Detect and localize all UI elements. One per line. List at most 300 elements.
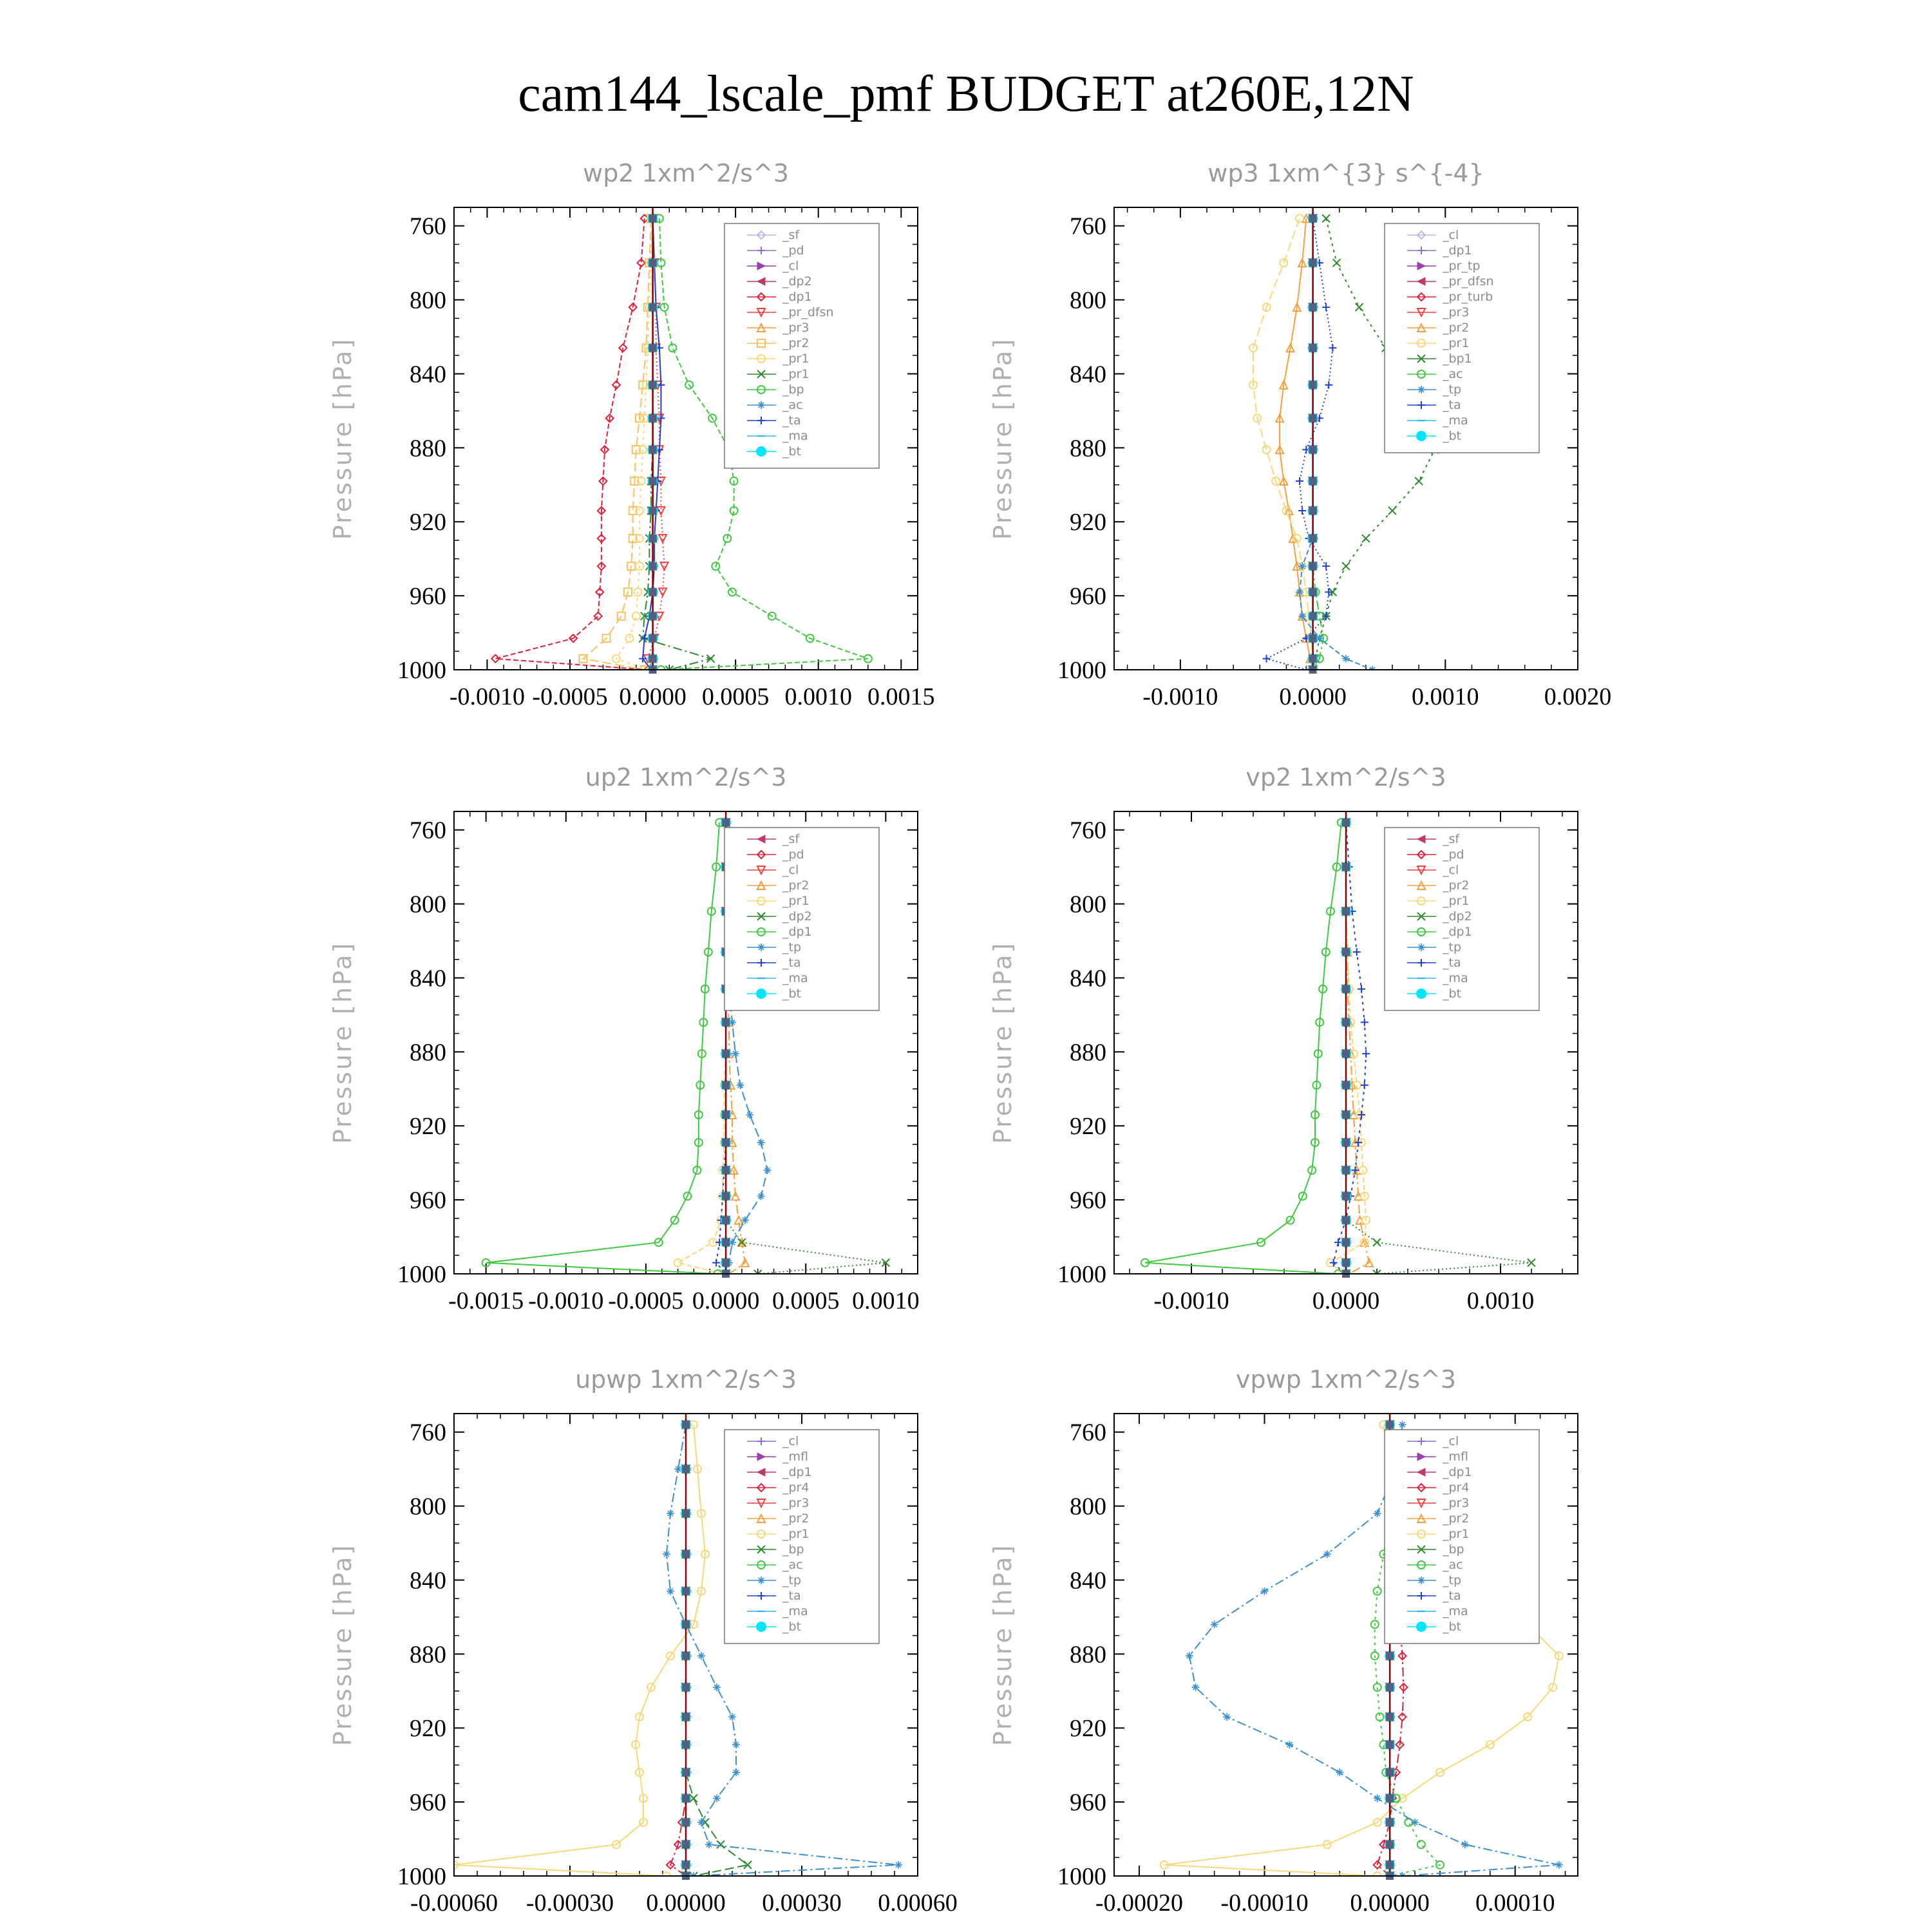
chart-panel [328, 159, 935, 710]
y-tick-label: 840 [1070, 1567, 1106, 1595]
y-tick-label: 760 [1070, 1419, 1106, 1446]
legend-label: _ma [782, 429, 808, 443]
y-tick-label: 880 [1070, 1641, 1106, 1669]
data-point [1285, 1741, 1293, 1748]
legend-label: _pr2 [1443, 321, 1470, 335]
legend-label: _pr3 [782, 321, 810, 335]
zero-marker [1342, 985, 1350, 993]
zero-marker [682, 1713, 690, 1721]
series-line [1300, 218, 1372, 670]
legend-label: _tp [782, 1573, 802, 1587]
zero-marker [1309, 303, 1317, 311]
zero-marker [1342, 1018, 1350, 1026]
zero-marker [1386, 1794, 1394, 1802]
legend-label: _dp2 [1443, 909, 1472, 923]
panel-title: upwp 1xm^2/s^3 [575, 1365, 797, 1394]
data-point [1211, 1620, 1218, 1628]
y-tick-label: 1000 [1057, 657, 1106, 684]
zero-marker [722, 1217, 730, 1224]
legend-label: _sf [1443, 832, 1460, 846]
series-line [495, 218, 648, 670]
x-tick-label: 0.0010 [784, 683, 852, 710]
data-point [713, 1794, 721, 1802]
y-tick-label: 1000 [1057, 1863, 1106, 1890]
legend-label: _tp [1443, 383, 1462, 397]
data-point [732, 1741, 740, 1748]
legend-marker [1416, 1622, 1426, 1632]
zero-marker [722, 819, 730, 826]
panel-title: vp2 1xm^2/s^3 [1245, 763, 1446, 791]
legend-label: _ma [782, 971, 808, 985]
y-tick-label: 1000 [397, 657, 446, 684]
x-tick-label: -0.0010 [528, 1287, 604, 1314]
data-point [1263, 446, 1271, 453]
zero-marker [649, 612, 657, 620]
x-tick-label: -0.0010 [1153, 1287, 1229, 1314]
panel-title: wp3 1xm^{3} s^{-4} [1208, 159, 1484, 187]
legend-label: _pr1 [782, 352, 810, 366]
x-tick-label: 0.0000 [1312, 1287, 1380, 1314]
zero-marker [722, 1139, 730, 1146]
legend-label: _pr2 [782, 1511, 810, 1526]
zero-marker [682, 1861, 690, 1869]
y-tick-label: 920 [1070, 1715, 1106, 1743]
zero-marker [1342, 1050, 1350, 1057]
data-point [697, 1819, 705, 1826]
zero-marker [722, 1050, 730, 1057]
legend [724, 1430, 879, 1643]
y-tick-label: 880 [1070, 1039, 1106, 1066]
data-point [667, 1510, 674, 1517]
zero-marker [1342, 1166, 1350, 1174]
zero-marker [1342, 819, 1350, 826]
legend-label: _pd [1443, 848, 1464, 862]
zero-marker [1386, 1768, 1394, 1776]
legend-label: _cl [782, 863, 799, 877]
data-point [641, 634, 649, 642]
legend [1385, 1430, 1539, 1643]
data-point [1415, 477, 1423, 485]
y-tick-label: 1000 [397, 1863, 446, 1890]
zero-marker [1309, 655, 1317, 663]
zero-marker [649, 259, 657, 267]
legend-label: _dp2 [782, 274, 812, 289]
y-tick-label: 760 [1070, 817, 1106, 844]
x-tick-label: -0.0010 [1142, 683, 1218, 710]
zero-marker [682, 1741, 690, 1748]
data-point [728, 1713, 736, 1721]
legend-label: _pr3 [1443, 1496, 1470, 1510]
series-line [643, 218, 661, 670]
zero-marker [1309, 446, 1317, 453]
zero-marker [1342, 1192, 1350, 1200]
series-line [486, 822, 719, 1274]
legend-label: _dp1 [1443, 925, 1472, 939]
zero-marker [1342, 1238, 1350, 1246]
data-point [1298, 507, 1306, 515]
zero-marker [649, 214, 657, 222]
data-point [1323, 1550, 1331, 1558]
data-point [1361, 1018, 1368, 1026]
zero-marker [722, 1192, 730, 1200]
zero-marker [1386, 1421, 1394, 1428]
data-point [746, 1111, 753, 1119]
series-ac [1309, 214, 1327, 674]
series-line [1145, 822, 1341, 1274]
data-point [1325, 381, 1332, 389]
legend-label: _pr1 [1443, 336, 1470, 350]
x-tick-label: 0.00060 [878, 1889, 958, 1917]
zero-marker [1342, 907, 1350, 915]
legend-label: _pr2 [1443, 1511, 1470, 1526]
data-point [707, 655, 715, 663]
legend-label: _dp1 [1443, 1465, 1472, 1479]
data-point [1330, 1259, 1338, 1267]
zero-marker [649, 562, 657, 570]
data-point [1417, 1841, 1425, 1848]
series-line [583, 218, 651, 670]
legend-label: _cl [1443, 863, 1459, 877]
zero-marker [682, 1683, 690, 1691]
legend [1385, 828, 1539, 1010]
legend-marker [756, 989, 766, 999]
legend-label: _ma [1443, 413, 1468, 428]
legend-label: _tp [782, 940, 802, 954]
legend-label: _ta [782, 1589, 801, 1603]
y-tick-label: 1000 [1057, 1261, 1106, 1288]
zero-marker [1309, 612, 1317, 620]
zero-marker [1342, 863, 1350, 871]
y-tick-label: 800 [410, 1493, 446, 1520]
legend-label: _ta [782, 413, 801, 428]
legend-label: _pr4 [1443, 1481, 1470, 1495]
data-point [663, 1550, 670, 1558]
legend-label: _ac [1443, 367, 1463, 381]
y-axis-label: Pressure [hPa] [328, 337, 357, 540]
legend-label: _bt [782, 1620, 802, 1634]
legend-label: _cl [782, 1434, 799, 1448]
legend-label: _ta [1443, 956, 1461, 970]
x-tick-label: -0.00020 [1095, 1889, 1183, 1917]
legend-marker [1416, 989, 1426, 999]
series-dp1 [482, 819, 723, 1278]
legend [724, 828, 879, 1010]
zero-marker [1309, 477, 1317, 485]
zero-marker [682, 1510, 690, 1517]
zero-marker [722, 1238, 730, 1246]
series-line [1331, 822, 1366, 1274]
legend-label: _pr_dfsn [1443, 274, 1494, 289]
y-tick-label: 920 [1070, 509, 1106, 536]
y-tick-label: 840 [410, 1567, 446, 1595]
x-tick-label: 0.0000 [619, 683, 687, 710]
y-tick-label: 840 [410, 361, 446, 388]
x-tick-label: 0.0010 [852, 1287, 920, 1314]
legend-label: _pr2 [1443, 878, 1470, 893]
zero-marker [722, 1111, 730, 1119]
zero-marker [682, 1768, 690, 1776]
zero-marker [722, 1081, 730, 1089]
legend-label: _pr1 [782, 894, 810, 908]
x-tick-label: 0.0005 [701, 683, 770, 710]
panel-title: up2 1xm^2/s^3 [585, 763, 787, 791]
y-tick-label: 920 [410, 1113, 446, 1141]
series-dp1 [1141, 819, 1345, 1278]
zero-marker [1342, 1139, 1350, 1146]
legend-label: _mfl [782, 1450, 808, 1464]
zero-marker [649, 535, 657, 542]
x-tick-label: 0.00000 [1350, 1889, 1430, 1917]
legend-label: _pr4 [782, 1481, 810, 1495]
zero-marker [1386, 1713, 1394, 1721]
data-point [1263, 655, 1271, 663]
legend-label: _pr2 [782, 878, 810, 893]
zero-marker [682, 1587, 690, 1595]
x-tick-label: -0.00060 [410, 1889, 498, 1917]
data-point [1322, 303, 1330, 311]
legend-label: _dp1 [782, 1465, 812, 1479]
series-dp1 [491, 214, 652, 674]
zero-marker [682, 1794, 690, 1802]
data-point [1322, 214, 1330, 222]
panel-title: wp2 1xm^2/s^3 [583, 159, 789, 187]
legend-label: _ta [782, 956, 801, 970]
data-point [1362, 535, 1370, 542]
x-tick-label: -0.0015 [448, 1287, 524, 1314]
chart-panel [989, 1365, 1578, 1917]
data-point [1333, 259, 1341, 267]
legend-label: _bp [1443, 1542, 1464, 1557]
legend-label: _bt [1443, 1620, 1462, 1634]
legend-label: _ac [782, 398, 803, 412]
zero-marker [1386, 1861, 1394, 1869]
legend-label: _ac [782, 1558, 803, 1572]
y-tick-label: 800 [1070, 891, 1106, 918]
series-line [1253, 218, 1313, 670]
y-axis-label: Pressure [hPa] [989, 337, 1017, 540]
zero-marker [1309, 562, 1317, 570]
zero-marker [1309, 414, 1317, 422]
y-tick-label: 880 [410, 1039, 446, 1066]
legend-label: _cl [782, 259, 799, 273]
data-point [1336, 1768, 1343, 1776]
zero-marker [649, 381, 657, 389]
zero-marker [649, 414, 657, 422]
panel-title: vpwp 1xm^2/s^3 [1235, 1365, 1457, 1394]
x-tick-label: -0.0005 [532, 683, 608, 710]
data-point [1342, 562, 1350, 570]
legend-label: _bp [782, 383, 804, 397]
legend-label: _ma [1443, 1604, 1468, 1618]
zero-marker [1309, 259, 1317, 267]
data-point [674, 1259, 682, 1267]
legend-label: _pr_dfsn [782, 305, 834, 319]
y-tick-label: 800 [1070, 287, 1106, 314]
y-tick-label: 760 [410, 1419, 446, 1446]
zero-marker [649, 634, 657, 642]
data-point [1358, 985, 1365, 993]
zero-marker [682, 1841, 690, 1848]
legend-label: _pr3 [782, 1496, 810, 1510]
series-line [454, 1425, 705, 1876]
data-point [736, 1081, 744, 1089]
zero-marker [1386, 1819, 1394, 1826]
legend-label: _ma [1443, 971, 1468, 985]
chart-panel [328, 763, 920, 1314]
x-tick-label: -0.0010 [449, 683, 526, 710]
data-point [1361, 1081, 1368, 1089]
y-tick-label: 920 [410, 509, 446, 536]
x-tick-label: 0.0010 [1412, 683, 1479, 710]
y-tick-label: 960 [410, 1789, 446, 1817]
zero-marker [649, 655, 657, 663]
y-tick-label: 880 [410, 435, 446, 462]
data-point [1374, 1794, 1381, 1802]
legend-label: _pd [782, 243, 804, 258]
data-point [1329, 344, 1336, 352]
zero-marker [722, 1166, 730, 1174]
zero-marker [682, 1819, 690, 1826]
y-tick-label: 880 [410, 1641, 446, 1669]
legend-label: _sf [782, 832, 800, 846]
y-tick-label: 760 [410, 817, 446, 844]
y-tick-label: 960 [410, 583, 446, 611]
y-tick-label: 760 [1070, 213, 1106, 240]
data-point [1461, 1841, 1469, 1848]
zero-marker [722, 1018, 730, 1026]
zero-marker [1309, 344, 1317, 352]
legend-label: _ac [1443, 1558, 1463, 1572]
x-tick-label: 0.0015 [867, 683, 935, 710]
data-point [1374, 1510, 1381, 1517]
x-tick-label: 0.0010 [1466, 1287, 1535, 1314]
legend-label: _cl [1443, 1434, 1459, 1448]
y-tick-label: 840 [1070, 965, 1106, 992]
legend-label: _ma [782, 1604, 808, 1618]
legend [724, 223, 879, 468]
legend-label: _cl [1443, 228, 1459, 242]
x-tick-label: 0.00030 [762, 1889, 842, 1917]
x-tick-label: -0.00010 [1220, 1889, 1309, 1917]
x-tick-label: 0.0005 [772, 1287, 840, 1314]
y-tick-label: 960 [1070, 1187, 1106, 1215]
legend-label: _ta [1443, 1589, 1461, 1603]
data-point [626, 634, 634, 642]
y-tick-label: 800 [410, 891, 446, 918]
zero-marker [1309, 507, 1317, 515]
y-tick-label: 960 [1070, 583, 1106, 611]
figure-title: cam144_lscale_pmf BUDGET at260E,12N [518, 66, 1414, 122]
y-tick-label: 840 [410, 965, 446, 992]
zero-marker [649, 477, 657, 485]
zero-marker [1309, 588, 1317, 596]
zero-marker [1386, 1741, 1394, 1748]
data-point [757, 1139, 765, 1146]
data-point [667, 1587, 674, 1595]
zero-marker [1342, 1081, 1350, 1089]
data-point [1322, 562, 1330, 570]
data-point [717, 1841, 724, 1848]
series-line [648, 218, 665, 670]
zero-marker [649, 344, 657, 352]
series-pr1 [1249, 214, 1317, 674]
zero-marker [682, 1652, 690, 1660]
zero-marker [1309, 535, 1317, 542]
legend-label: _dp1 [1443, 243, 1472, 258]
series-pr1 [450, 1421, 709, 1880]
data-point [1399, 1421, 1406, 1428]
zero-marker [722, 1259, 730, 1267]
zero-marker [1309, 634, 1317, 642]
series-line [1313, 218, 1323, 670]
legend-label: _tp [1443, 1573, 1462, 1587]
data-point [705, 1841, 713, 1848]
zero-marker [1386, 1841, 1394, 1848]
legend-label: _dp1 [782, 925, 812, 939]
legend-label: _bp1 [1443, 352, 1472, 366]
legend-label: _pr1 [782, 1527, 810, 1541]
zero-marker [1342, 1259, 1350, 1267]
zero-marker [682, 1465, 690, 1473]
data-point [757, 1192, 765, 1200]
legend-label: _pr1 [782, 367, 810, 381]
legend-label: _bt [782, 444, 802, 459]
zero-marker [1342, 1111, 1350, 1119]
y-tick-label: 920 [410, 1715, 446, 1743]
legend-marker [1416, 431, 1426, 441]
zero-marker [1309, 381, 1317, 389]
data-point [1388, 507, 1396, 515]
data-point [1296, 477, 1303, 485]
y-axis-label: Pressure [hPa] [328, 1543, 357, 1747]
data-point [895, 1861, 902, 1869]
legend-label: _mfl [1443, 1450, 1468, 1464]
zero-marker [649, 446, 657, 453]
legend-label: _pr1 [1443, 1527, 1470, 1541]
legend-label: _sf [782, 228, 800, 242]
data-point [764, 1166, 772, 1174]
x-tick-label: 0.00000 [646, 1889, 726, 1917]
y-tick-label: 800 [410, 287, 446, 314]
chart-panel [989, 159, 1611, 710]
legend-label: _dp1 [782, 290, 812, 304]
series-ta [1330, 819, 1370, 1278]
y-tick-label: 800 [1070, 1493, 1106, 1520]
y-tick-label: 880 [1070, 435, 1106, 462]
data-point [1362, 1050, 1370, 1057]
legend-label: _pr_tp [1443, 259, 1481, 273]
x-tick-label: 0.00010 [1475, 1889, 1555, 1917]
y-tick-label: 1000 [397, 1261, 446, 1288]
legend-label: _dp2 [782, 909, 812, 923]
legend-label: _pr_turb [1443, 290, 1493, 304]
series-pr2 [1276, 214, 1316, 674]
zero-marker [1386, 1683, 1394, 1691]
legend [1385, 223, 1539, 453]
legend-label: _ta [1443, 398, 1461, 412]
y-tick-label: 960 [410, 1187, 446, 1215]
y-tick-label: 840 [1070, 361, 1106, 388]
zero-marker [649, 507, 657, 515]
data-point [697, 1652, 705, 1660]
y-tick-label: 920 [1070, 1113, 1106, 1141]
legend-label: _pr2 [782, 336, 810, 350]
data-point [1261, 1587, 1269, 1595]
series-line [1334, 822, 1366, 1274]
series-line [670, 1425, 686, 1876]
series-pr_dfsn [644, 214, 668, 674]
y-tick-label: 760 [410, 213, 446, 240]
